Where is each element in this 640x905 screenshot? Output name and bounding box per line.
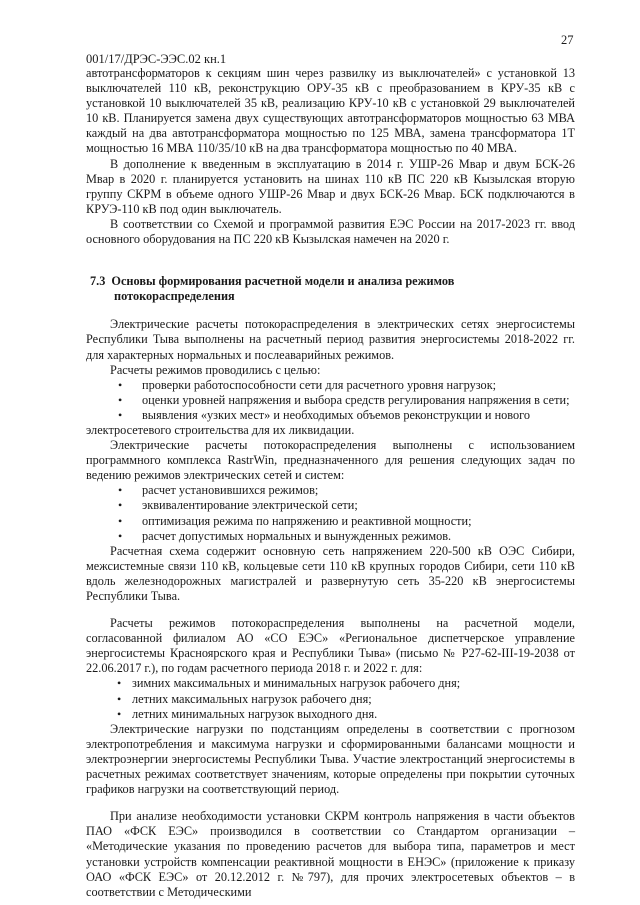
section-number: 7.3 bbox=[90, 274, 106, 289]
paragraph-skrm-addition: В дополнение к введенным в эксплуатацию в 2014 г. УШР-26 Мвар и двум БСК-26 Мвар в 2020 г. планируется установить на шинах 110 кВ ПС 220 кВ Кызылская вторую группу СКРМ в объеме одного УШР-26 Мвар и двух БСК-26 Мвар. БСК подключаются в КРУЭ-110 кВ под один выключатель. bbox=[86, 156, 575, 216]
paragraph-goals-continuation: электросетевого строительства для их ликвидации. bbox=[86, 422, 355, 437]
list-item: • выявления «узких мест» и необходимых объемов реконструкции и нового bbox=[86, 408, 575, 423]
tasks-list bbox=[86, 483, 575, 543]
paragraph-voltage-control: При анализе необходимости установки СКРМ контроль напряжения в части объектов ПАО «ФСК ЕЭС» производился в соответствии со Стандартом организации – «Методические указания по проведению расчетов для выбора типа, параметров и мест установки устройств компенсации реактивной мощности в ЕНЭС» (приложение к приказу ОАО «ФСК ЕЭС» от 20.12.2012 г. №797), для прочих электросетевых объектов – в соответствии с Методическими bbox=[86, 809, 575, 899]
section-heading bbox=[86, 274, 575, 304]
list-item: • расчет допустимых нормальных и вынужденных режимов. bbox=[86, 529, 575, 544]
list-item: • проверки работоспособности сети для расчетного уровня нагрузок; bbox=[86, 378, 575, 393]
list-item: • летних минимальных нагрузок выходного дня. bbox=[86, 707, 575, 722]
paragraph-schedule: В соответствии со Схемой и программой развития ЕЭС России на 2017-2023 гг. ввод основного оборудования на ПС 220 кВ Кызылская намечен на 2020 г. bbox=[86, 216, 575, 247]
page-number: 27 bbox=[561, 33, 574, 47]
document-body bbox=[86, 66, 575, 900]
paragraph-calculation-scheme: Расчетная схема содержит основную сеть напряжением 220-500 кВ ОЭС Сибири, межсистемные связи 110 кВ, кольцевые сети 110 кВ крупных городов Сибири, сети 110 кВ вдоль железнодорожных магистралей и развернутую сеть 35-220 кВ энергосистемы Республики Тыва. bbox=[86, 543, 575, 603]
list-item: • летних максимальных нагрузок рабочего дня; bbox=[86, 692, 575, 707]
paragraph-calculations-intro: Электрические расчеты потокораспределения в электрических сетях энергосистемы Республики Тыва выполнены на расчетный период развития энергосистемы 2018-2022 гг. для характерных нормальных и послеаварийных режимов. bbox=[86, 317, 575, 362]
goals-list bbox=[86, 378, 575, 423]
list-item: • оптимизация режима по напряжению и реактивной мощности; bbox=[86, 514, 575, 529]
paragraph-autotransformers: автотрансформаторов к секциям шин через развилку из выключателей» с установкой 13 выключателей 110 кВ, реконструкцию ОРУ-35 кВ с преобразованием в КРУ-35 кВ с установкой 10 выключателей 35 кВ, реализацию КРУ-10 кВ с установкой 29 выключателей 10 кВ. Планируется замена двух существующих автотрансформаторов мощностью 63 МВА каждый на два автотрансформатора мощностью по 125 МВА, замена трансформатора 1Т мощностью 16 МВА 110/35/10 кВ на два трансформатора мощностью по 40 МВА. bbox=[86, 66, 575, 156]
section-title-line2: потокораспределения bbox=[114, 289, 235, 304]
paragraph-goals-lead: Расчеты режимов проводились с целью: bbox=[110, 362, 321, 377]
list-item: • расчет установившихся режимов; bbox=[86, 483, 575, 498]
document-code: 001/17/ДРЭС-ЭЭС.02 кн.1 bbox=[86, 52, 227, 66]
section-title-line1: Основы формирования расчетной модели и анализа режимов bbox=[111, 274, 455, 289]
list-item: • оценки уровней напряжения и выбора средств регулирования напряжения в сети; bbox=[86, 393, 575, 408]
paragraph-regime-model: Расчеты режимов потокораспределения выполнены на расчетной модели, согласованной филиалом АО «СО ЕЭС» «Региональное диспетчерское управление энергосистемы Красноярского края и Республики Тыва» (письмо № Р27-62-III-19-2038 от 22.06.2017 г.), по годам расчетного периода 2018 г. и 2022 г. для: bbox=[86, 616, 575, 676]
regimes-list bbox=[86, 676, 575, 721]
paragraph-loads: Электрические нагрузки по подстанциям определены в соответствии с прогнозом электропотребления и максимума нагрузки и сформированными балансами мощности и электроэнергии энергосистемы Республики Тыва. Участие электростанций энергосистемы в расчетных режимах соответствует значениям, которые определены при покрытии суточных графиков нагрузки на соответствующий период. bbox=[86, 721, 575, 797]
paragraph-rastrwin: Электрические расчеты потокораспределения выполнены с использованием программного комплекса RastrWin, предназначенного для решения следующих задач по ведению режимов электрических сетей и систем: bbox=[86, 438, 575, 483]
list-item: • эквивалентирование электрической сети; bbox=[86, 498, 575, 513]
list-item: • зимних максимальных и минимальных нагрузок рабочего дня; bbox=[86, 676, 575, 691]
